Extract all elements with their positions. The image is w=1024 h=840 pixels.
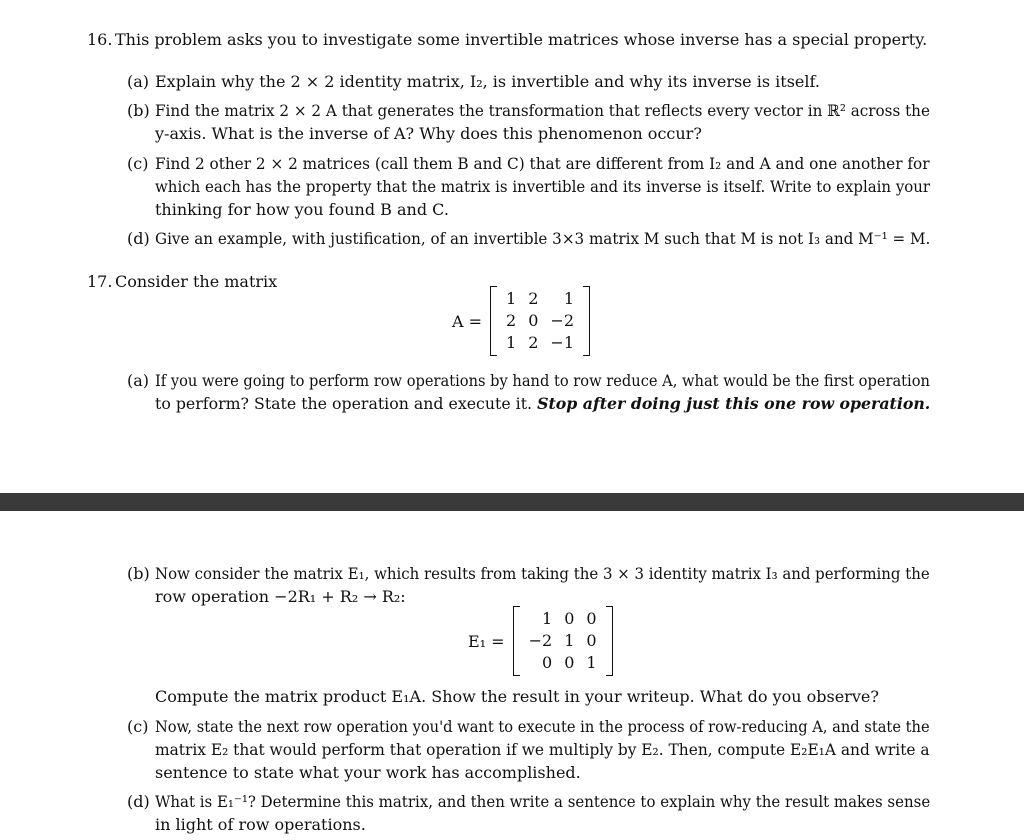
matrix-e1-cell: 0 xyxy=(586,631,597,650)
page-break-divider xyxy=(0,493,1024,511)
p16-c-line2: which each has the property that the matrix is invertible and its inverse is itself. Write to explain your xyxy=(155,177,931,196)
p17-c-line3: sentence to state what your work has accomplished. xyxy=(155,763,581,782)
matrix-a-cell: −1 xyxy=(550,333,575,352)
matrix-e1-cell: 0 xyxy=(586,609,597,628)
matrix-e1-cell: −2 xyxy=(528,631,553,650)
p16-d-text: Give an example, with justification, of an invertible 3×3 matrix M such that M is not I₃ and M⁻¹ = M. xyxy=(155,229,931,248)
p16-b-label: (b) xyxy=(127,101,150,120)
p17-b-label: (b) xyxy=(127,564,150,583)
matrix-a-cell: 1 xyxy=(563,289,575,308)
matrix-e1-cell: 1 xyxy=(542,609,553,628)
problem-17-number: 17. xyxy=(87,272,113,291)
p17-b-line2: row operation −2R₁ + R₂ → R₂: xyxy=(155,587,406,606)
matrix-e1 xyxy=(468,608,613,674)
matrix-e1-cell: 0 xyxy=(542,653,553,672)
matrix-a-cell: 2 xyxy=(506,311,517,330)
problem-17-intro: Consider the matrix xyxy=(115,272,278,291)
p17-a-line1: If you were going to perform row operations by hand to row reduce A, what would be the first operation xyxy=(155,371,930,390)
p17-a-label: (a) xyxy=(127,371,150,390)
matrix-a-cell: 2 xyxy=(528,289,539,308)
p17-b-after: Compute the matrix product E₁A. Show the result in your writeup. What do you observe? xyxy=(155,687,879,706)
matrix-a-cell: 2 xyxy=(528,333,539,352)
p17-d-label: (d) xyxy=(127,792,150,811)
matrix-a-body xyxy=(490,288,590,354)
p16-a-text: Explain why the 2 × 2 identity matrix, I₂, is invertible and why its inverse is itself. xyxy=(155,72,820,91)
p17-c-line1: Now, state the next row operation you'd want to execute in the process of row-reducing A, and state the xyxy=(155,717,930,736)
p16-d-label: (d) xyxy=(127,229,150,248)
matrix-e1-cell: 1 xyxy=(564,631,575,650)
p16-b-line2: y-axis. What is the inverse of A? Why does this phenomenon occur? xyxy=(155,124,702,143)
problem-16-intro: This problem asks you to investigate some invertible matrices whose inverse has a special property. xyxy=(115,30,928,49)
matrix-a xyxy=(452,288,590,354)
matrix-a-cell: −2 xyxy=(550,311,575,330)
p17-a-line2 xyxy=(155,393,930,415)
p16-c-label: (c) xyxy=(127,154,149,173)
matrix-e1-cell: 0 xyxy=(564,609,575,628)
p17-c-label: (c) xyxy=(127,717,149,736)
p16-c-line1: Find 2 other 2 × 2 matrices (call them B and C) that are different from I₂ and A and one another for xyxy=(155,154,930,173)
p16-b-line1: Find the matrix 2 × 2 A that generates the transformation that reflects every vector in ℝ² across the xyxy=(155,101,930,120)
p17-a-line2-emphasis: Stop after doing just this one row operation. xyxy=(537,394,931,413)
matrix-a-name: A = xyxy=(452,311,483,331)
matrix-e1-cell: 0 xyxy=(564,653,575,672)
problem-16-number: 16. xyxy=(87,30,113,49)
p17-d-line1: What is E₁⁻¹? Determine this matrix, and then write a sentence to explain why the result makes sense xyxy=(155,792,931,811)
matrix-e1-name: E₁ = xyxy=(468,631,505,651)
p17-c-line2: matrix E₂ that would perform that operation if we multiply by E₂. Then, compute E₂E₁A and write a xyxy=(155,740,930,759)
p17-d-line2: in light of row operations. xyxy=(155,815,366,834)
p17-a-line2-text: to perform? State the operation and execute it. xyxy=(155,394,533,413)
matrix-a-cell: 1 xyxy=(506,333,517,352)
p16-c-line3: thinking for how you found B and C. xyxy=(155,200,449,219)
matrix-e1-cell: 1 xyxy=(586,653,597,672)
p17-b-line1: Now consider the matrix E₁, which results from taking the 3 × 3 identity matrix I₃ and performing the xyxy=(155,564,930,583)
p16-a-label: (a) xyxy=(127,72,150,91)
matrix-a-cell: 0 xyxy=(528,311,539,330)
matrix-e1-body xyxy=(513,608,613,674)
matrix-a-cell: 1 xyxy=(506,289,517,308)
